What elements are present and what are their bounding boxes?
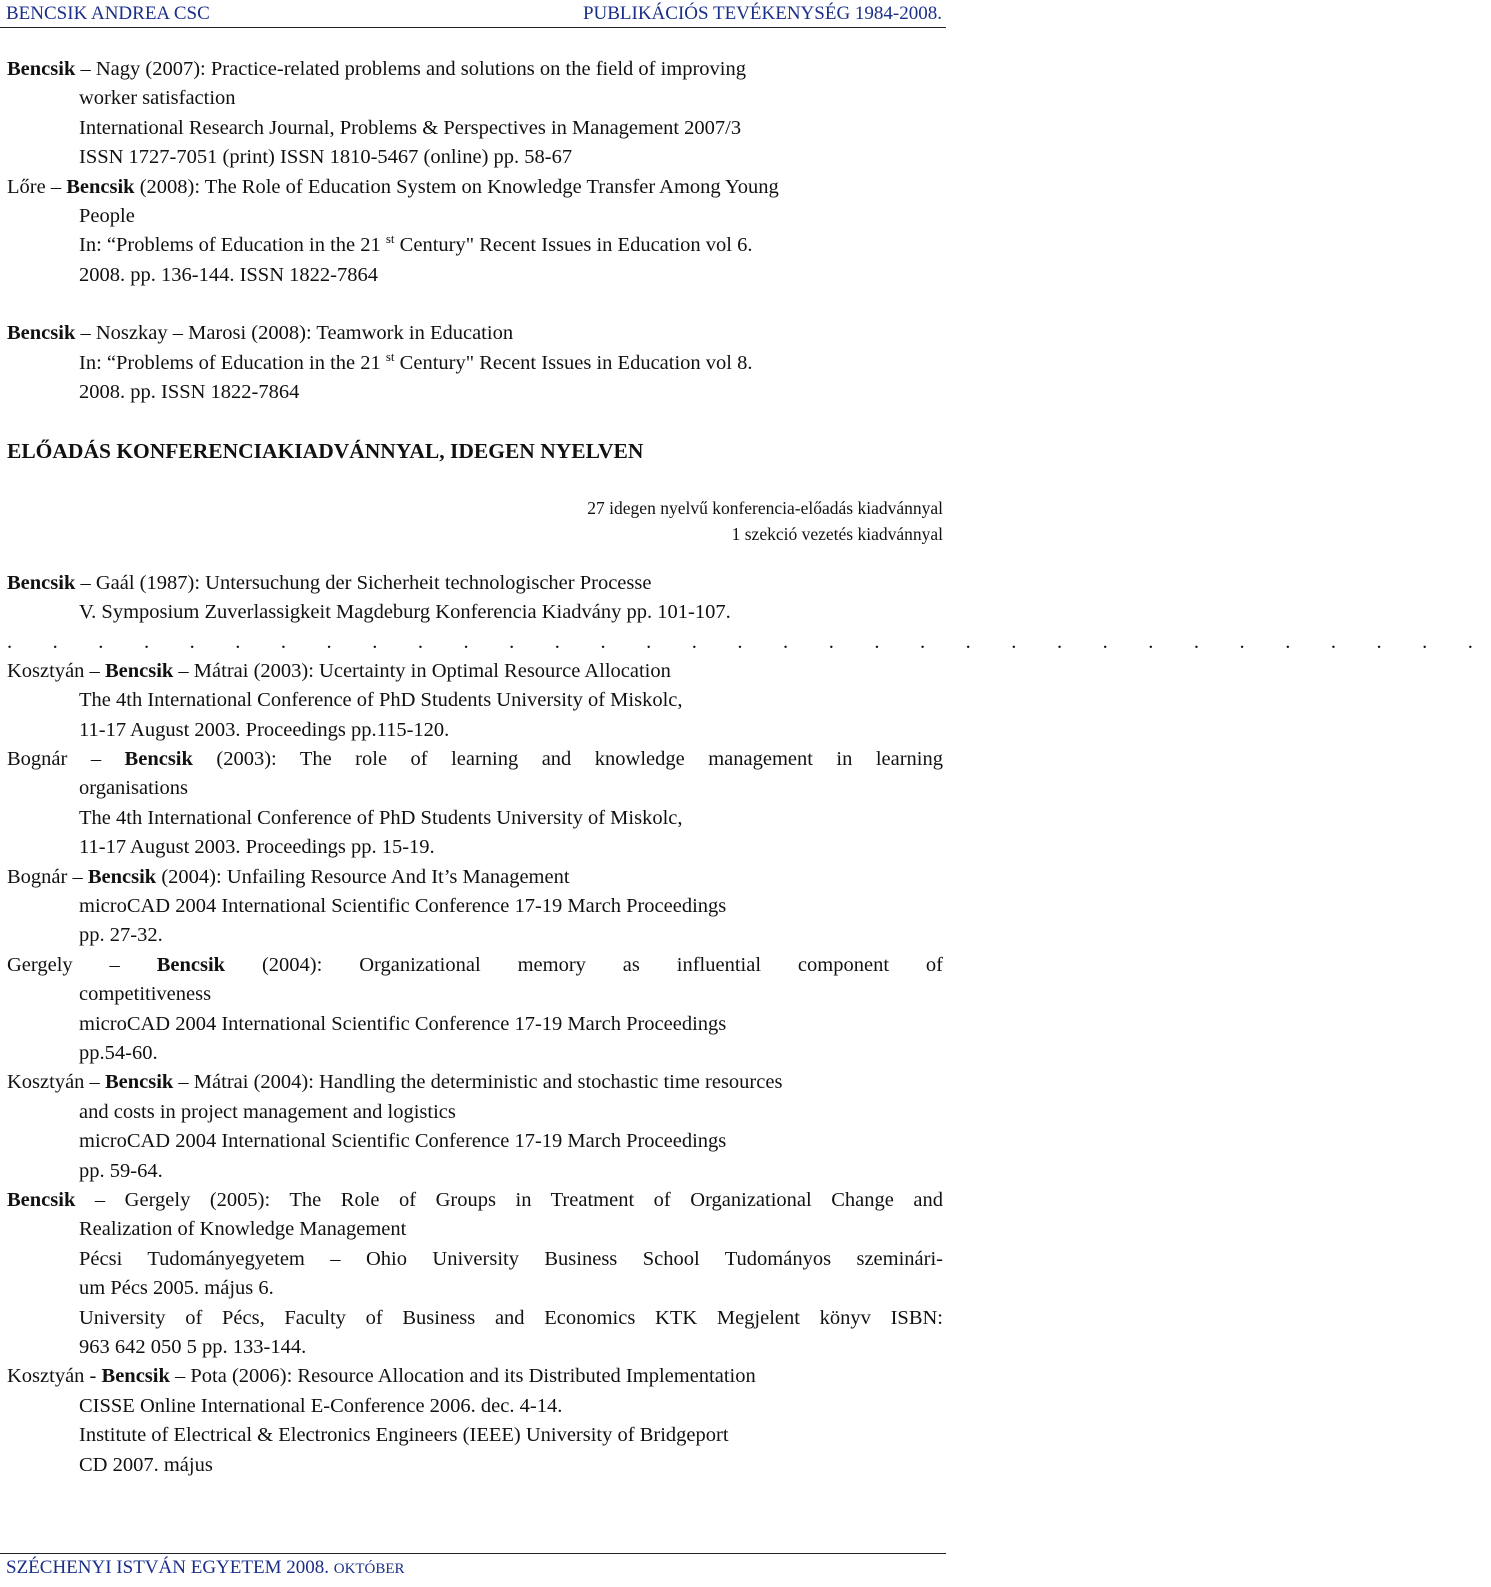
section-title: ELŐADÁS KONFERENCIAKIADVÁNNYAL, IDEGEN NYELVEN (7, 439, 644, 464)
spacer (7, 290, 943, 319)
entry-line: 2008. pp. 136-144. ISSN 1822-7864 (79, 263, 378, 286)
entry-line: ISSN 1727-7051 (print) ISSN 1810-5467 (online) pp. 58-67 (79, 146, 573, 169)
entry-line: organisations (79, 777, 188, 800)
entry-line: pp.54-60. (79, 1041, 158, 1064)
entry-line: and costs in project management and logistics (79, 1100, 456, 1123)
entry-line: In: “Problems of Education in the 21 $^{st}$ Century" Recent Issues in Education vol 8. (79, 348, 753, 374)
entry-line: Institute of Electrical & Electronics Engineers (IEEE) University of Bridgeport (79, 1424, 729, 1447)
entry-line: pp. 59-64. (79, 1159, 163, 1182)
conference-entry (7, 569, 943, 628)
entry-line: 963 642 050 5 pp. 133-144. (79, 1336, 307, 1359)
entry-line: People (79, 205, 135, 228)
header-title: PUBLIKÁCIÓS TEVÉKENYSÉG 1984-2008. (582, 3, 942, 24)
entry-line: Realization of Knowledge Management (79, 1218, 407, 1241)
entry-line: 2008. pp. ISSN 1822-7864 (79, 381, 300, 404)
entry-line: Kosztyán – Bencsik – Mátrai (2003): Ucertainty in Optimal Resource Allocation (7, 659, 671, 682)
footer-month: OKTÓBER (333, 1561, 405, 1577)
journal-entry (7, 173, 943, 291)
footer-institution: SZÉCHENYI ISTVÁN EGYETEM 2008. (6, 1557, 329, 1578)
summary-line: 1 szekció vezetés kiadvánnyal (731, 523, 943, 544)
entry-line: CD 2007. május (79, 1453, 213, 1476)
header-author: BENCSIK ANDREA CSC (6, 3, 210, 24)
dotted-separator: . . . . . . . . . . . . . . . . . . . . . . . . . . . . . . . . . (7, 630, 1491, 653)
entry-line: Gergely – Bencsik (2004): Organizational memory as influential component of (7, 953, 943, 976)
page-footer (0, 1553, 946, 1583)
entry-line: worker satisfaction (79, 87, 236, 110)
spacer (7, 547, 943, 569)
summary-line: 27 idegen nyelvű konferencia-előadás kiadvánnyal (587, 497, 943, 518)
entry-line: 11-17 August 2003. Proceedings pp. 15-19. (79, 836, 435, 859)
journal-entry (7, 55, 943, 173)
entry-line: The 4th International Conference of PhD Students University of Miskolc, (79, 806, 683, 829)
entry-line: Pécsi Tudományegyetem – Ohio University Business School Tudományos szeminári- (79, 1247, 943, 1270)
conference-entry (7, 863, 943, 951)
entry-line: Bencsik – Noszkay – Marosi (2008): Teamwork in Education (7, 322, 514, 345)
entry-line: The 4th International Conference of PhD Students University of Miskolc, (79, 689, 683, 712)
entry-line: International Research Journal, Problems & Perspectives in Management 2007/3 (79, 116, 742, 139)
entry-line: Lőre – Bencsik (2008): The Role of Education System on Knowledge Transfer Among Young (7, 175, 779, 198)
conference-entry (7, 745, 943, 863)
entry-line: Bencsik – Gaál (1987): Untersuchung der Sicherheit technologischer Processe (7, 571, 652, 594)
conference-entry (7, 657, 943, 745)
entry-line: microCAD 2004 International Scientific Conference 17-19 March Proceedings (79, 894, 727, 917)
entry-line: V. Symposium Zuverlassigkeit Magdeburg Konferencia Kiadvány pp. 101-107. (79, 601, 731, 624)
entry-line: Bognár – Bencsik (2004): Unfailing Resource And It’s Management (7, 865, 570, 888)
journal-entry (7, 319, 943, 407)
entry-line: Kosztyán – Bencsik – Mátrai (2004): Handling the deterministic and stochastic time resources (7, 1071, 783, 1094)
entry-line: pp. 27-32. (79, 924, 163, 947)
entry-line: competitiveness (79, 983, 212, 1006)
entry-line: University of Pécs, Faculty of Business and Economics KTK Megjelent könyv ISBN: (79, 1306, 943, 1329)
entry-line: um Pécs 2005. május 6. (79, 1277, 274, 1300)
entry-line: Bencsik – Gergely (2005): The Role of Groups in Treatment of Organizational Change and (7, 1189, 943, 1211)
entry-line: Kosztyán - Bencsik – Pota (2006): Resource Allocation and its Distributed Implementation (7, 1365, 756, 1388)
document-body (7, 55, 1491, 1480)
conference-entry (7, 1362, 943, 1480)
entry-line: Bencsik – Nagy (2007): Practice-related problems and solutions on the field of improving (7, 58, 747, 80)
entry-line: microCAD 2004 International Scientific Conference 17-19 March Proceedings (79, 1130, 727, 1153)
conference-entry (7, 951, 943, 1069)
entry-line: In: “Problems of Education in the 21 $^{st}$ Century" Recent Issues in Education vol 6. (79, 231, 753, 257)
conference-entry (7, 1068, 943, 1186)
conference-entry (7, 1186, 943, 1362)
entry-line: CISSE Online International E-Conference 2006. dec. 4-14. (79, 1394, 563, 1417)
page-header (0, 0, 946, 28)
entry-line: 11-17 August 2003. Proceedings pp.115-120. (79, 718, 450, 741)
entry-line: microCAD 2004 International Scientific Conference 17-19 March Proceedings (79, 1012, 727, 1035)
section-summary (7, 495, 943, 547)
entry-line: Bognár – Bencsik (2003): The role of learning and knowledge management in learning (7, 747, 943, 770)
